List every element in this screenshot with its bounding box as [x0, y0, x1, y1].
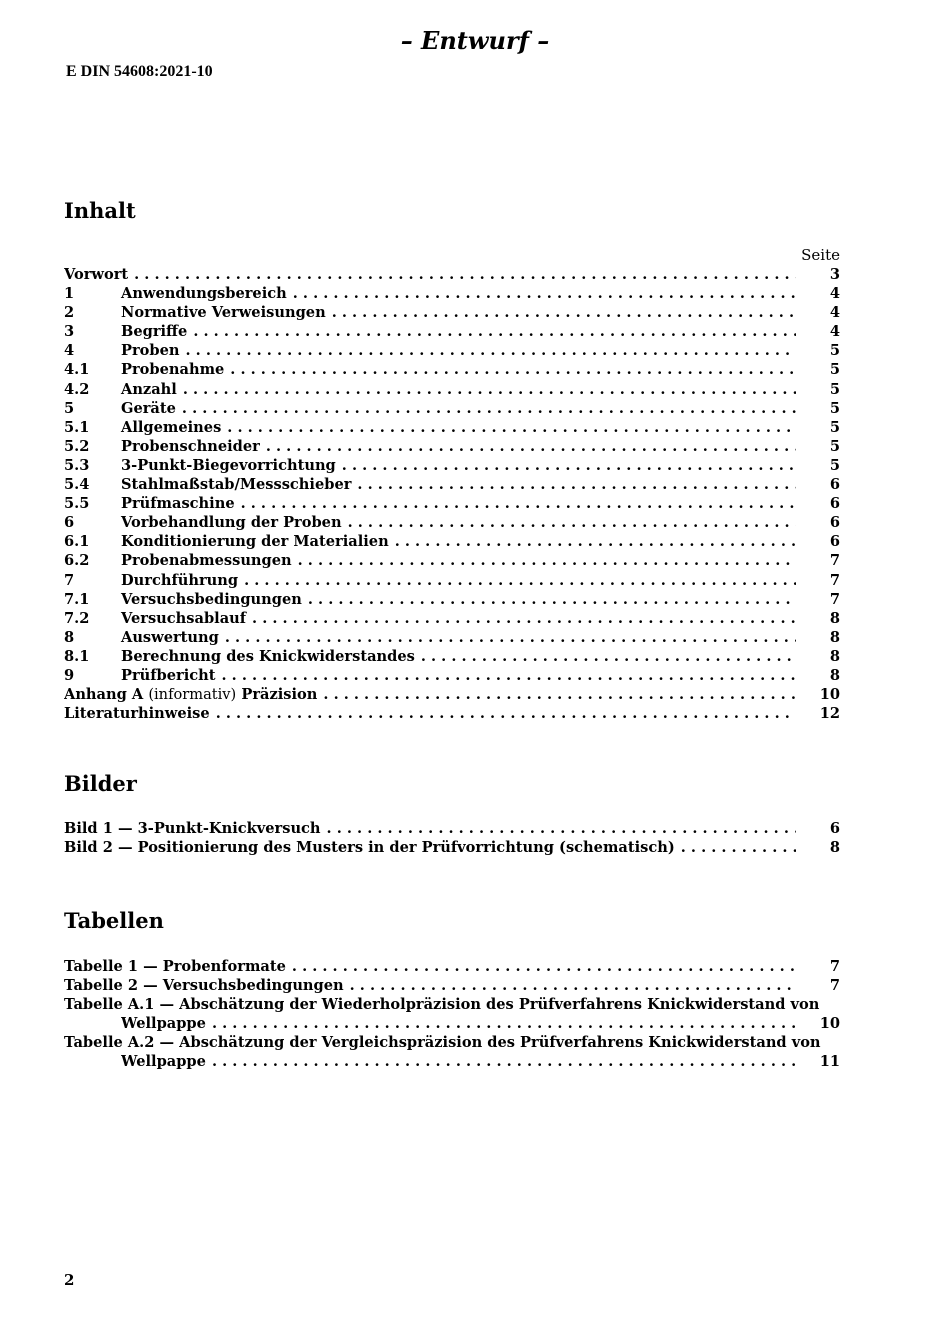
toc-entry[interactable] — [64, 303, 840, 322]
toc-entry-title — [64, 819, 796, 838]
toc-entry-page: 6 — [829, 476, 840, 494]
section-number: 8 — [64, 628, 75, 646]
toc-entry[interactable] — [64, 957, 840, 976]
toc-entry-page: 8 — [829, 628, 840, 646]
toc-entry[interactable] — [64, 265, 840, 284]
toc-entry-page: 6 — [829, 820, 840, 837]
toc-entry[interactable] — [64, 704, 840, 723]
section-number: 9 — [64, 666, 75, 684]
section-title: Prüfbericht — [121, 666, 216, 684]
section-title: Probenschneider — [121, 437, 260, 455]
section-number: 5.5 — [64, 495, 90, 513]
table-title-continuation: Wellpappe — [121, 1015, 206, 1033]
toc-entry[interactable] — [64, 284, 840, 303]
toc-entry-page: 5 — [829, 437, 840, 455]
section-title: Durchführung — [121, 571, 239, 589]
section-number: 1 — [64, 285, 75, 303]
section-number: 5.3 — [64, 456, 90, 474]
toc-entry-page: 8 — [829, 839, 840, 857]
toc-entry-title — [64, 628, 796, 647]
section-title: Anwendungsbereich — [121, 285, 287, 303]
toc-entry[interactable] — [64, 628, 840, 647]
tables-heading: Tabellen — [64, 908, 164, 933]
toc-entry-page: 7 — [829, 590, 840, 608]
toc-entry-title — [64, 322, 796, 341]
figure-title: Bild 2 — Positionierung des Musters in der Prüfvorrichtung (schematisch) — [64, 839, 675, 857]
toc-entry[interactable] — [64, 551, 840, 570]
toc-entry-page: 11 — [819, 1053, 840, 1071]
draft-label: – Entwurf – — [400, 26, 550, 55]
toc-entry-title — [64, 418, 796, 437]
section-title: Probenahme — [121, 361, 225, 379]
section-title: Prüfmaschine — [121, 495, 235, 513]
toc-entry[interactable] — [64, 418, 840, 437]
toc-entry-page: 7 — [829, 571, 840, 589]
toc-entry[interactable] — [64, 647, 840, 666]
toc-entry-page: 6 — [829, 533, 840, 551]
section-number: 4 — [64, 342, 75, 360]
toc-entry[interactable] — [64, 976, 840, 995]
toc-entry-page: 5 — [829, 456, 840, 474]
section-number: 3 — [64, 323, 75, 341]
section-number: 6 — [64, 514, 75, 532]
section-number: 5.2 — [64, 437, 90, 455]
toc-entry-title — [64, 704, 796, 723]
section-title: Begriffe — [121, 323, 188, 341]
toc-entry-page: 3 — [829, 266, 840, 283]
toc-entry-page: 8 — [829, 666, 840, 684]
toc-entry-page: 7 — [829, 977, 840, 995]
figure-title: Bild 1 — 3-Punkt-Knickversuch — [64, 820, 321, 837]
toc-entry[interactable] — [64, 341, 840, 360]
toc-entry[interactable] — [64, 1014, 840, 1033]
section-number: 6.2 — [64, 552, 90, 570]
toc-entry-page: 10 — [819, 1015, 840, 1033]
section-number: 5.4 — [64, 476, 90, 494]
toc-entry-title — [64, 590, 796, 609]
annex-title: Präzision — [241, 686, 318, 704]
toc-entry[interactable] — [64, 685, 840, 704]
toc-entry-page: 12 — [819, 705, 840, 723]
toc-entry-title — [64, 957, 796, 976]
section-number: 7 — [64, 571, 75, 589]
toc-entry-page: 4 — [829, 304, 840, 322]
section-number: 4.1 — [64, 361, 90, 379]
section-title: Vorbehandlung der Proben — [121, 514, 342, 532]
section-number: 4.2 — [64, 380, 90, 398]
table-title: Tabelle 1 — Probenformate — [64, 958, 286, 975]
toc-entry-page: 8 — [829, 609, 840, 627]
toc-entry[interactable] — [64, 513, 840, 532]
toc-entry-title — [64, 341, 796, 360]
section-title: Stahlmaßstab/Messschieber — [121, 476, 352, 494]
section-title: Allgemeines — [121, 418, 222, 436]
list-of-tables — [64, 957, 840, 1072]
toc-entry-title — [64, 838, 796, 857]
toc-entry-title — [121, 1014, 796, 1033]
section-number: 7.1 — [64, 590, 90, 608]
toc-entry-title — [64, 303, 796, 322]
toc-entry-page: 7 — [829, 552, 840, 570]
section-title: Berechnung des Knickwiderstandes — [121, 647, 415, 665]
toc-entry[interactable] — [64, 609, 840, 628]
toc-entry-page: 6 — [829, 495, 840, 513]
section-title: Versuchsbedingungen — [121, 590, 302, 608]
toc-entry-page: 5 — [829, 418, 840, 436]
toc-entry-heading[interactable]: Tabelle A.2 — Abschätzung der Vergleichspräzision des Prüfverfahrens Knickwiderstand von — [64, 1034, 821, 1052]
list-of-figures — [64, 819, 840, 857]
toc-entry[interactable] — [64, 666, 840, 685]
section-title: Auswertung — [121, 628, 219, 646]
toc-entry[interactable] — [64, 494, 840, 513]
toc-entry-title — [64, 513, 796, 532]
toc-entry-page: 5 — [829, 342, 840, 360]
section-title: Anzahl — [121, 380, 177, 398]
toc-entry-page: 8 — [829, 647, 840, 665]
section-number: 5.1 — [64, 418, 90, 436]
toc-entry[interactable] — [64, 475, 840, 494]
toc-entry[interactable] — [64, 360, 840, 379]
table-title-continuation: Wellpappe — [121, 1053, 206, 1071]
toc-entry-title — [64, 437, 796, 456]
page-column-label: Seite — [801, 246, 840, 264]
section-title: Normative Verweisungen — [121, 304, 326, 322]
figures-heading: Bilder — [64, 771, 137, 796]
toc-entry[interactable] — [64, 456, 840, 475]
toc-entry[interactable] — [64, 399, 840, 418]
toc-entry[interactable] — [64, 590, 840, 609]
table-of-contents — [64, 265, 840, 723]
toc-entry-title — [64, 284, 796, 303]
toc-entry-page: 5 — [829, 361, 840, 379]
toc-entry[interactable] — [64, 819, 840, 838]
toc-entry-title — [64, 532, 796, 551]
toc-entry-title — [64, 475, 796, 494]
toc-entry-title — [64, 551, 796, 570]
section-title: Vorwort — [64, 266, 129, 283]
toc-entry-page: 4 — [829, 323, 840, 341]
toc-entry[interactable] — [64, 380, 840, 399]
toc-entry[interactable] — [64, 532, 840, 551]
toc-entry[interactable] — [64, 838, 840, 857]
toc-entry-title — [64, 685, 796, 704]
toc-entry-page: 5 — [829, 399, 840, 417]
toc-entry-title — [64, 456, 796, 475]
bibliography-title: Literaturhinweise — [64, 705, 210, 723]
section-title: Konditionierung der Materialien — [121, 533, 389, 551]
toc-entry-page: 4 — [829, 285, 840, 303]
section-number: 5 — [64, 399, 75, 417]
toc-entry-title — [64, 265, 796, 284]
toc-entry-title — [64, 647, 796, 666]
annex-qualifier: (informativ) — [148, 686, 237, 704]
toc-entry-title — [64, 399, 796, 418]
page-number: 2 — [64, 1271, 75, 1289]
section-title: Versuchsablauf — [121, 609, 247, 627]
document-id: E DIN 54608:2021-10 — [66, 63, 213, 80]
toc-entry[interactable] — [64, 437, 840, 456]
toc-entry-page: 7 — [829, 958, 840, 975]
contents-heading: Inhalt — [64, 198, 136, 223]
toc-entry-title — [64, 609, 796, 628]
section-number: 6.1 — [64, 533, 90, 551]
toc-entry-page: 10 — [819, 686, 840, 704]
toc-entry[interactable] — [64, 571, 840, 590]
toc-entry[interactable] — [64, 322, 840, 341]
toc-entry-title — [121, 1052, 796, 1071]
toc-entry-page: 5 — [829, 380, 840, 398]
section-title: 3-Punkt-Biegevorrichtung — [121, 456, 336, 474]
section-number: 2 — [64, 304, 75, 322]
section-number: 8.1 — [64, 647, 90, 665]
table-title: Tabelle 2 — Versuchsbedingungen — [64, 977, 344, 995]
annex-label: Anhang A — [64, 686, 144, 704]
section-title: Geräte — [121, 399, 176, 417]
toc-entry-title — [64, 360, 796, 379]
toc-entry-title — [64, 976, 796, 995]
toc-entry-heading[interactable]: Tabelle A.1 — Abschätzung der Wiederholpräzision des Prüfverfahrens Knickwiderstand von — [64, 996, 820, 1014]
section-title: Probenabmessungen — [121, 552, 292, 570]
toc-entry[interactable] — [64, 1052, 840, 1071]
toc-entry-title — [64, 380, 796, 399]
section-title: Proben — [121, 342, 180, 360]
section-number: 7.2 — [64, 609, 90, 627]
toc-entry-title — [64, 666, 796, 685]
toc-entry-title — [64, 494, 796, 513]
toc-entry-page: 6 — [829, 514, 840, 532]
toc-entry-title — [64, 571, 796, 590]
